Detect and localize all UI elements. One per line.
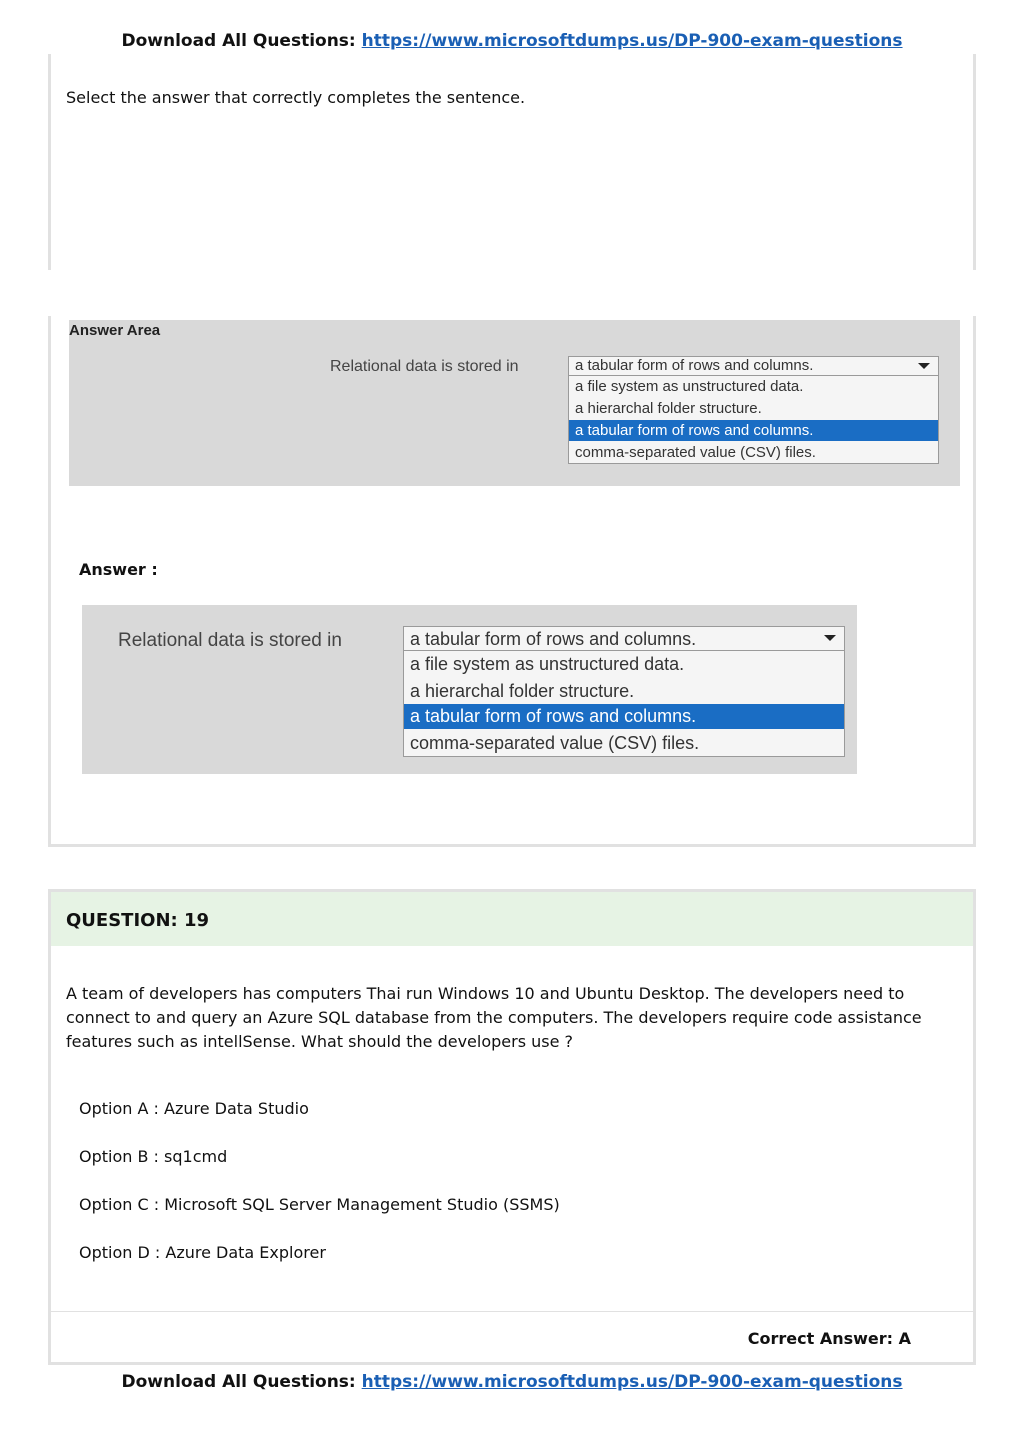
download-banner-top	[0, 31, 1024, 51]
dropdown-option-highlighted[interactable]: a tabular form of rows and columns.	[569, 420, 938, 441]
dropdown-option[interactable]: comma-separated value (CSV) files.	[575, 444, 816, 461]
previous-question-card	[48, 54, 976, 270]
answer-dropdown[interactable]	[568, 356, 939, 464]
answer-label: Answer :	[79, 560, 158, 579]
instruction-text: Select the answer that correctly completes the sentence.	[66, 88, 526, 107]
option-d: Option D : Azure Data Explorer	[79, 1243, 326, 1262]
option-b: Option B : sq1cmd	[79, 1147, 228, 1166]
question-card	[48, 889, 976, 1365]
sentence-label: Relational data is stored in	[118, 630, 342, 651]
option-a: Option A : Azure Data Studio	[79, 1099, 309, 1118]
download-label: Download All Questions:	[121, 1372, 356, 1392]
chevron-down-icon	[918, 363, 930, 369]
download-banner-bottom	[0, 1372, 1024, 1392]
question-title: QUESTION: 19	[66, 910, 210, 931]
dropdown-option-highlighted[interactable]: a tabular form of rows and columns.	[404, 704, 844, 729]
dropdown-selected-value: a tabular form of rows and columns.	[575, 357, 814, 374]
dropdown-option[interactable]: a hierarchal folder structure.	[410, 681, 635, 701]
sentence-label: Relational data is stored in	[330, 358, 519, 375]
download-link[interactable]: https://www.microsoftdumps.us/DP-900-exam-questions	[361, 31, 903, 51]
answer-image	[82, 605, 857, 774]
answer-area-title: Answer Area	[69, 322, 161, 339]
download-label: Download All Questions:	[121, 31, 356, 51]
dropdown-option[interactable]: comma-separated value (CSV) files.	[410, 733, 700, 753]
footer-divider	[51, 1311, 973, 1312]
chevron-down-icon	[824, 635, 836, 641]
dropdown-option[interactable]: a hierarchal folder structure.	[575, 400, 762, 417]
option-c: Option C : Microsoft SQL Server Management Studio (SSMS)	[79, 1195, 560, 1214]
correct-answer: Correct Answer: A	[747, 1329, 911, 1348]
answer-dropdown[interactable]	[403, 626, 845, 757]
download-link[interactable]: https://www.microsoftdumps.us/DP-900-exam-questions	[361, 1372, 903, 1392]
dropdown-option[interactable]: a file system as unstructured data.	[410, 654, 685, 674]
dropdown-selected-value: a tabular form of rows and columns.	[410, 629, 697, 649]
question-header	[51, 892, 973, 946]
dropdown-option[interactable]: a file system as unstructured data.	[575, 378, 804, 395]
answer-area-image	[69, 320, 960, 486]
question-text: A team of developers has computers Thai run Windows 10 and Ubuntu Desktop. The developers need to connect to and query an Azure SQL database from the computers. The developers require code assistance features such as intellSense. What should the developers use ?	[66, 984, 922, 1051]
